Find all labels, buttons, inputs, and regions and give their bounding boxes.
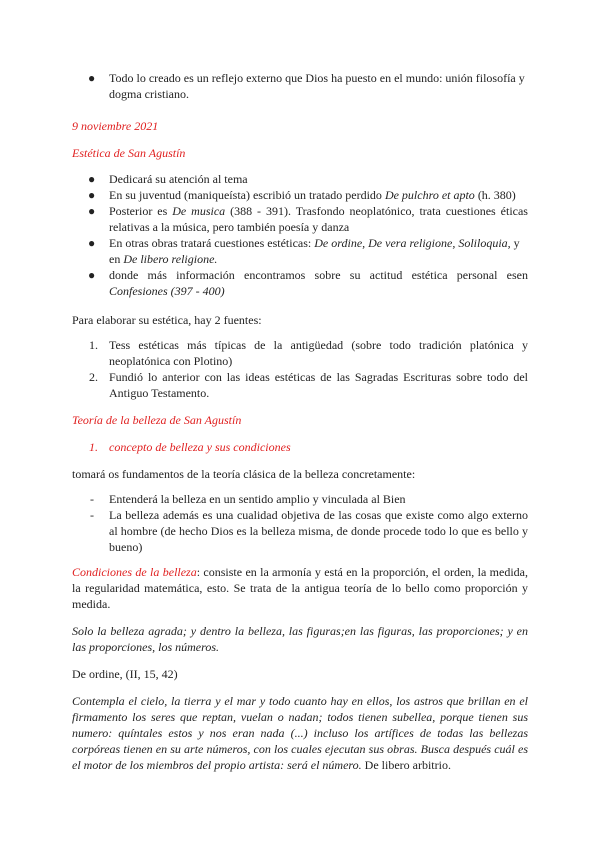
subheading bbox=[72, 439, 528, 455]
bullet-marker: ● bbox=[88, 268, 96, 282]
quote-source: De libero arbitrio. bbox=[364, 758, 451, 772]
condiciones-text: : consiste en la armonía y está en la proporción, el orden, la medida, la regularidad matemática, esto. Se trata de la antigua teoría de lo bello como proporción y medida. bbox=[72, 565, 528, 611]
list-item bbox=[72, 187, 528, 203]
work-title: De libero religione. bbox=[123, 252, 218, 266]
bullet-marker: ● bbox=[88, 188, 96, 202]
intro-bullet-text: Todo lo creado es un reflejo externo que Dios ha puesto en el mundo: unión filosofía y dogma cristiano. bbox=[109, 71, 525, 101]
intro-bullet bbox=[72, 70, 528, 102]
fuentes-list bbox=[72, 337, 528, 401]
dash-marker: - bbox=[90, 492, 94, 506]
dash-marker: - bbox=[90, 508, 94, 522]
list-number: 2. bbox=[89, 370, 98, 384]
list-item-text: (h. 380) bbox=[474, 188, 516, 202]
work-title: De pulchro et apto bbox=[384, 188, 475, 202]
list-item-text: Tess estéticas más típicas de la antigüedad (sobre todo tradición platónica y neoplatónica con Plotino) bbox=[109, 338, 528, 368]
teoria-heading: Teoría de la belleza de San Agustín bbox=[72, 413, 242, 427]
condiciones-paragraph bbox=[72, 564, 528, 612]
work-title: De ordine, De vera religione, Soliloquia, bbox=[314, 236, 511, 250]
list-item-text: La belleza además es una cualidad objetiva de las cosas que existe como algo externo al hombre (de hecho Dios es la belleza misma, de donde procede todo lo que es bello y bueno) bbox=[109, 508, 528, 554]
quote-ordine: Solo la belleza agrada; y dentro la belleza, las figuras;en las figuras, las proporciones; y en las proporciones, los números. bbox=[72, 624, 528, 654]
list-item-text: donde más información encontramos sobre su actitud estética personal esen bbox=[109, 268, 528, 282]
section-title: Estética de San Agustín bbox=[72, 146, 186, 160]
work-title: De musica bbox=[172, 204, 226, 218]
list-item-text: Posterior es bbox=[109, 204, 173, 218]
work-title: Confesiones (397 - 400) bbox=[109, 284, 225, 298]
citation: De ordine, (II, 15, 42) bbox=[72, 667, 178, 681]
list-item bbox=[72, 235, 528, 267]
list-item-text: Dedicará su atención al tema bbox=[109, 172, 248, 186]
list-item bbox=[72, 491, 528, 507]
list-item bbox=[72, 369, 528, 401]
dash-list bbox=[72, 491, 528, 555]
list-item-text: Entenderá la belleza en un sentido amplio y vinculada al Bien bbox=[109, 492, 406, 506]
aspects-list bbox=[72, 171, 528, 299]
subheading-number: 1. bbox=[89, 440, 98, 454]
condiciones-label: Condiciones de la belleza bbox=[72, 565, 197, 579]
list-item bbox=[72, 267, 528, 299]
list-item-text: En otras obras tratará cuestiones estéticas: bbox=[109, 236, 315, 250]
bullet-marker: ● bbox=[88, 204, 96, 218]
list-number: 1. bbox=[89, 338, 98, 352]
fuentes-intro: Para elaborar su estética, hay 2 fuentes: bbox=[72, 313, 262, 327]
quote-libero bbox=[72, 693, 528, 773]
quote-text: Contempla el cielo, la tierra y el mar y todo cuanto hay en ellos, los astros que brillan en el firmamento los seres que reptan, vuelan o nadan; todos tienen subellea, porque tienen sus numero: quíntales estos y nos eran nada (...) incluso los artífices de todas las bellezas corpóreas tienen en su arte números, con los cuales ejecutan sus obras. Busca después cuál es el motor de los miembros del propio artista: será el número. bbox=[72, 694, 528, 772]
list-item-text: En su juventud (maniqueísta) escribió un tratado perdido bbox=[109, 188, 385, 202]
document-page bbox=[72, 70, 528, 773]
date-heading: 9 noviembre 2021 bbox=[72, 119, 159, 133]
tomara-paragraph: tomará os fundamentos de la teoría clásica de la belleza concretamente: bbox=[72, 467, 416, 481]
subheading-text: concepto de belleza y sus condiciones bbox=[109, 440, 291, 454]
list-item bbox=[72, 507, 528, 555]
list-item-text: y en bbox=[109, 236, 520, 266]
list-item-text: Fundió lo anterior con las ideas estéticas de las Sagradas Escrituras sobre todo del Antiguo Testamento. bbox=[109, 370, 528, 400]
list-item-text: (388 - 391). Trasfondo neoplatónico, trata cuestiones éticas relativas a la música, pero también poesía y danza bbox=[109, 204, 528, 234]
bullet-marker: ● bbox=[88, 172, 96, 186]
bullet-marker: ● bbox=[88, 236, 96, 250]
list-item bbox=[72, 337, 528, 369]
list-item bbox=[72, 171, 528, 187]
bullet-marker: ● bbox=[88, 71, 96, 85]
list-item bbox=[72, 203, 528, 235]
